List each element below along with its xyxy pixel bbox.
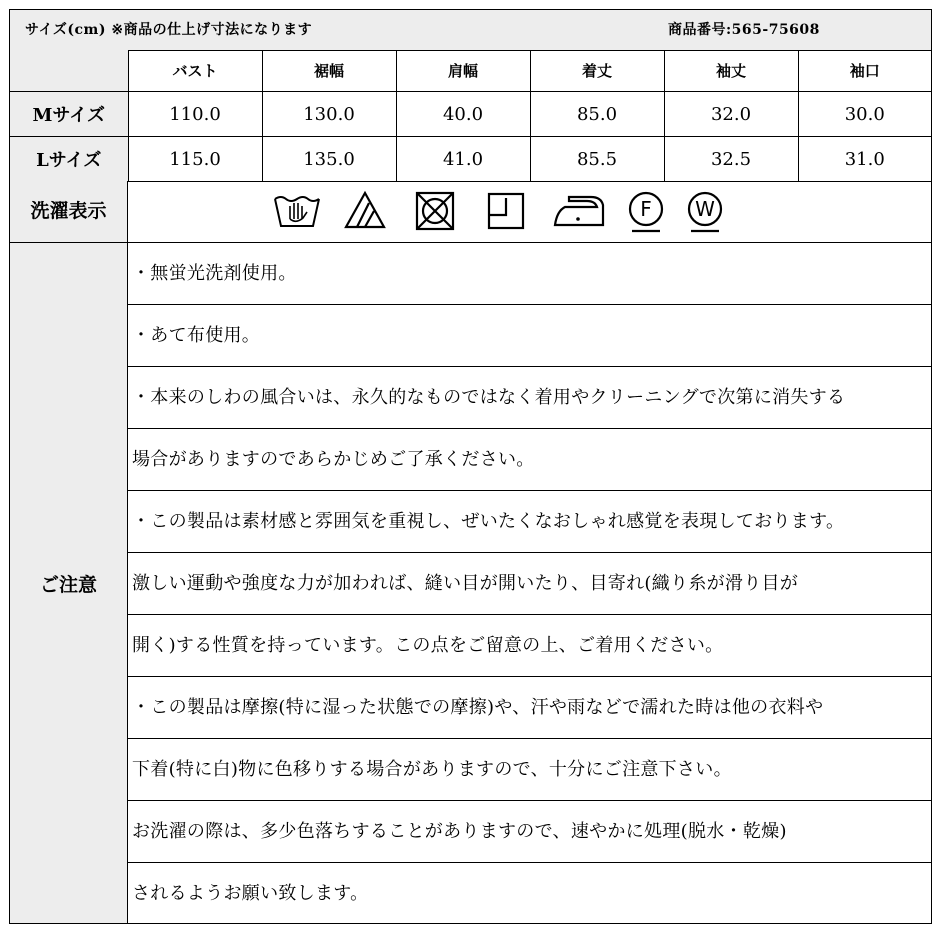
size-cell: 40.0 xyxy=(396,92,530,137)
notes-section-label: ご注意 xyxy=(10,243,128,923)
size-cell: 31.0 xyxy=(798,137,931,182)
size-cell: 85.5 xyxy=(530,137,664,182)
no-tumble-dry-icon xyxy=(413,189,457,233)
column-header-sleeve-length: 袖丈 xyxy=(664,50,798,92)
size-row-label: Mサイズ xyxy=(10,92,128,137)
wet-clean-w-icon xyxy=(683,189,727,235)
size-cell: 30.0 xyxy=(798,92,931,137)
low-iron-icon xyxy=(551,189,607,233)
column-header-cuff: 袖口 xyxy=(798,50,931,92)
note-line: 激しい運動や強度な力が加われば、縫い目が開いたり、目寄れ(織り糸が滑り目が xyxy=(128,553,931,615)
size-cell: 41.0 xyxy=(396,137,530,182)
wet-clean-letter: W xyxy=(695,197,715,221)
size-cell: 32.5 xyxy=(664,137,798,182)
size-cell: 32.0 xyxy=(664,92,798,137)
note-line: 下着(特に白)物に色移りする場合がありますので、十分にご注意下さい。 xyxy=(128,739,931,801)
note-line: ・無蛍光洗剤使用。 xyxy=(128,243,931,305)
column-header-length: 着丈 xyxy=(530,50,664,92)
size-header-title: サイズ(cm) ※商品の仕上げ寸法になります xyxy=(25,22,313,38)
oxygen-bleach-only-icon xyxy=(343,189,387,233)
notes-lines xyxy=(128,243,931,923)
note-line: お洗濯の際は、多少色落ちすることがありますので、速やかに処理(脱水・乾燥) xyxy=(128,801,931,863)
note-line: 開く)する性質を持っています。この点をご留意の上、ご着用ください。 xyxy=(128,615,931,677)
size-row-label: Lサイズ xyxy=(10,137,128,182)
column-header-shoulder-width: 肩幅 xyxy=(396,50,530,92)
product-number: 商品番号:565-75608 xyxy=(668,22,820,38)
dry-clean-f-icon xyxy=(624,189,668,235)
size-cell: 130.0 xyxy=(262,92,396,137)
size-row-m xyxy=(10,92,931,137)
size-table-corner xyxy=(10,50,128,92)
dry-clean-letter: F xyxy=(640,197,652,221)
size-table xyxy=(10,50,931,182)
product-size-sheet xyxy=(9,9,932,924)
size-cell: 135.0 xyxy=(262,137,396,182)
notes-section xyxy=(10,243,931,923)
note-line: ・この製品は素材感と雰囲気を重視し、ぜいたくなおしゃれ感覚を表現しております。 xyxy=(128,491,931,553)
care-section-label: 洗濯表示 xyxy=(10,181,128,242)
shade-dry-icon xyxy=(484,189,528,233)
note-line: ・この製品は摩擦(特に湿った状態での摩擦)や、汗や雨などで濡れた時は他の衣料や xyxy=(128,677,931,739)
size-cell: 85.0 xyxy=(530,92,664,137)
note-line: ・あて布使用。 xyxy=(128,305,931,367)
care-label-row xyxy=(10,181,931,243)
size-cell: 115.0 xyxy=(128,137,262,182)
column-header-hem-width: 裾幅 xyxy=(262,50,396,92)
hand-wash-icon xyxy=(272,189,322,233)
size-table-header-row xyxy=(10,50,931,92)
column-header-bust: バスト xyxy=(128,50,262,92)
size-row-l xyxy=(10,137,931,182)
note-line: ・本来のしわの風合いは、永久的なものではなく着用やクリーニングで次第に消失する xyxy=(128,367,931,429)
sheet-header xyxy=(10,10,931,51)
size-cell: 110.0 xyxy=(128,92,262,137)
note-line: されるようお願い致します。 xyxy=(132,883,369,904)
note-line: 場合がありますのであらかじめご了承ください。 xyxy=(128,429,931,491)
